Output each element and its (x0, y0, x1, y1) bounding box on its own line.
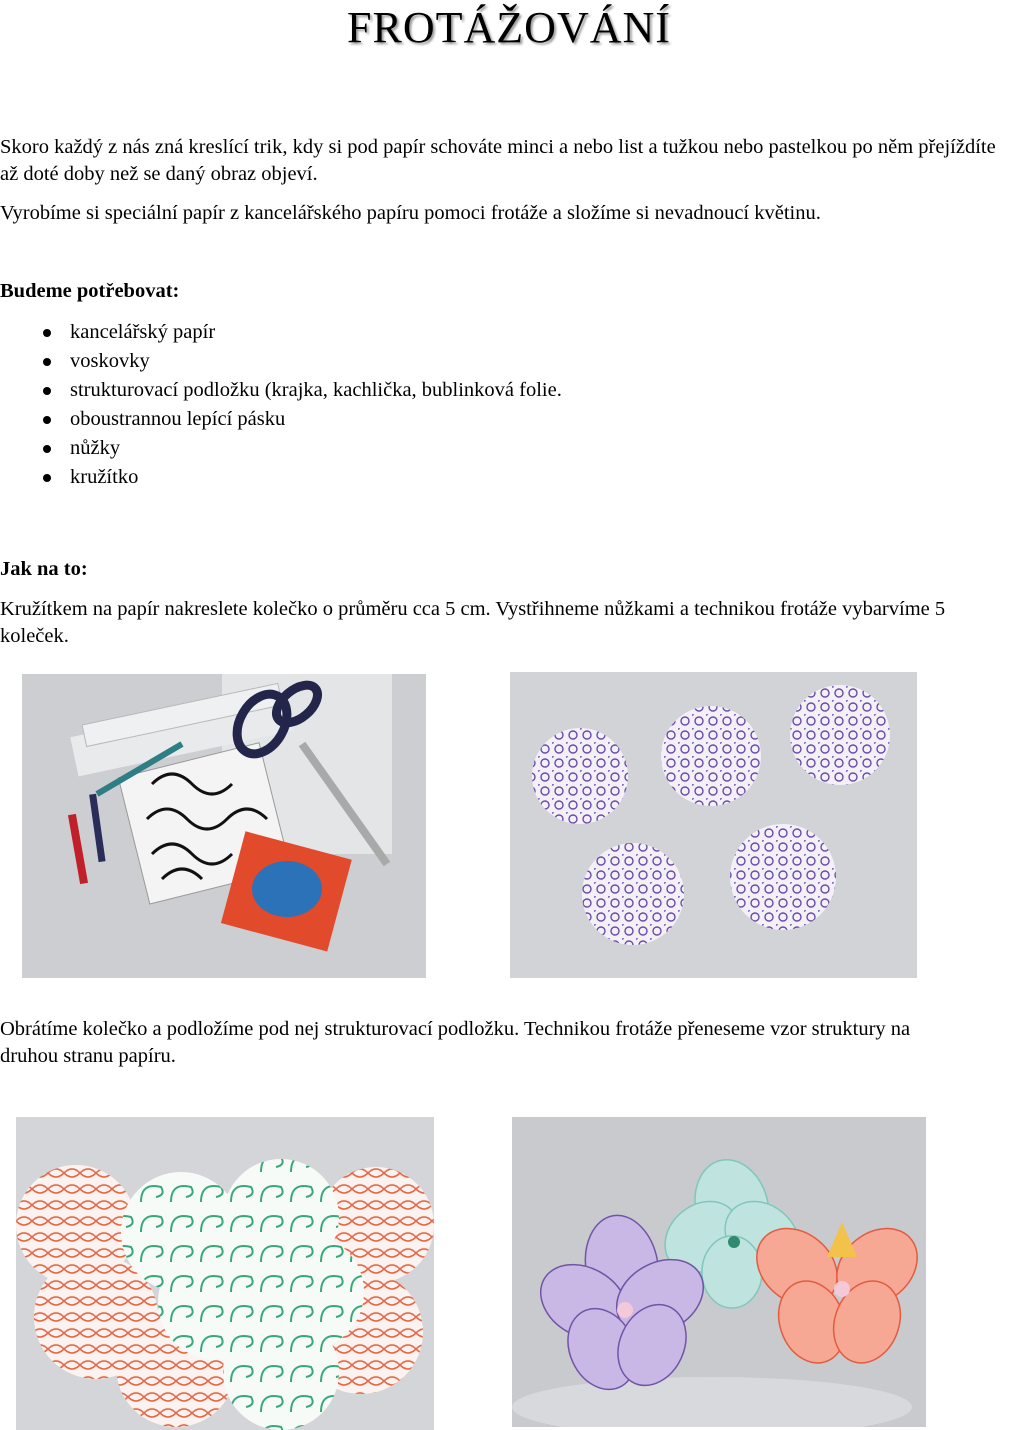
intro-paragraph-1: Skoro každý z nás zná kreslící trik, kdy si pod papír schováte minci a nebo list a tužkou nebo pastelkou po něm přejíždíte až doté doby než se daný obraz objeví. (0, 136, 996, 185)
paper-flowers-photo (512, 1117, 926, 1427)
tools-photo-icon (22, 674, 426, 978)
paper-flowers-photo-icon (512, 1117, 926, 1427)
list-item: nůžky (0, 434, 620, 462)
list-item: kancelářský papír (0, 318, 620, 346)
list-item: oboustrannou lepící pásku (0, 405, 620, 433)
steps-heading: Jak na to: (0, 558, 88, 580)
list-item: voskovky (0, 347, 620, 375)
orange-green-circles-photo (16, 1117, 434, 1430)
step-2-text: Obrátíme kolečko a podložíme pod nej strukturovací podložku. Technikou frotáže přeneseme vzor struktury na druhou stranu papíru. (0, 1018, 911, 1067)
materials-heading: Budeme potřebovat: (0, 280, 180, 302)
intro-paragraph-2: Vyrobíme si speciální papír z kancelářského papíru pomoci frotáže a složíme si nevadnoucí květinu. (0, 202, 821, 224)
list-item: kružítko (0, 463, 620, 491)
list-item: strukturovací podložku (krajka, kachlička, bublinková folie. (0, 376, 590, 404)
page-title: FROTÁŽOVÁNÍ (347, 3, 671, 52)
purple-circles-photo-icon (510, 672, 917, 978)
step-1-text: Kružítkem na papír nakreslete kolečko o průměru cca 5 cm. Vystřihneme nůžkami a technikou frotáže vybarvíme 5 koleček. (0, 598, 946, 647)
purple-circles-photo (510, 672, 917, 978)
materials-list (0, 318, 620, 492)
tools-photo (22, 674, 426, 978)
orange-green-circles-photo-icon (16, 1117, 434, 1430)
